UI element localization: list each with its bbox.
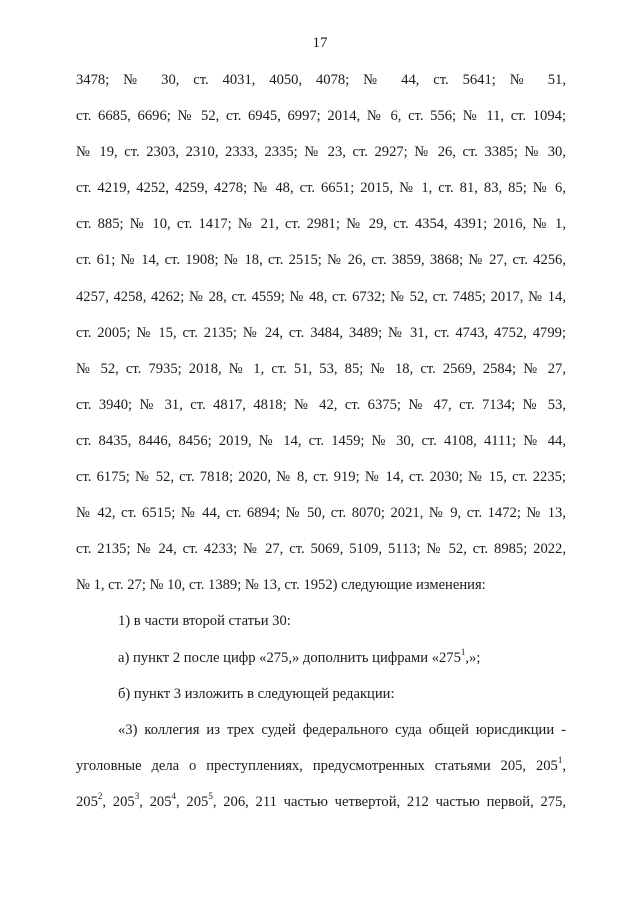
text-line: ст. 61; № 14, ст. 1908; № 18, ст. 2515; № 26, ст. 3859, 3868; № 27, ст. 4256, <box>76 252 566 269</box>
text-line-last: № 1, ст. 27; № 10, ст. 1389; № 13, ст. 1952) следующие изменения: <box>76 577 486 594</box>
item-b: б) пункт 3 изложить в следующей редакции: <box>118 685 395 702</box>
text-line: ст. 4219, 4252, 4259, 4278; № 48, ст. 6651; 2015, № 1, ст. 81, 83, 85; № 6, <box>76 180 566 197</box>
text-line: ст. 2135; № 24, ст. 4233; № 27, ст. 5069, 5109, 5113; № 52, ст. 8985; 2022, <box>76 541 566 558</box>
article-number: , 205 <box>102 793 135 810</box>
item-a-text: а) пункт 2 после цифр «275,» дополнить цифрами «275 <box>118 649 461 666</box>
superscript: 5 <box>208 791 213 802</box>
item-a <box>76 640 566 676</box>
quote-line-2 <box>76 748 566 784</box>
quote-line-3-end: , 206, 211 частью четвертой, 212 частью первой, 275, <box>212 793 567 810</box>
text-line: ст. 3940; № 31, ст. 4817, 4818; № 42, ст. 6375; № 47, ст. 7134; № 53, <box>76 396 566 413</box>
text-line: ст. 8435, 8446, 8456; 2019, № 14, ст. 1459; № 30, ст. 4108, 4111; № 44, <box>76 432 566 449</box>
superscript: 4 <box>171 791 177 802</box>
text-line: ст. 2005; № 15, ст. 2135; № 24, ст. 3484, 3489; № 31, ст. 4743, 4752, 4799; <box>76 324 566 341</box>
superscript: 1 <box>557 754 563 765</box>
text-line: № 52, ст. 7935; 2018, № 1, ст. 51, 53, 85; № 18, ст. 2569, 2584; № 27, <box>76 360 566 377</box>
text-line: 3478; № 30, ст. 4031, 4050, 4078; № 44, ст. 5641; № 51, <box>76 72 566 88</box>
article-number: 205 <box>76 793 98 810</box>
text-line: ст. 885; № 10, ст. 1417; № 21, ст. 2981; № 29, ст. 4354, 4391; 2016, № 1, <box>76 216 566 233</box>
superscript: 1 <box>460 646 466 657</box>
article-number: , 205 <box>176 793 209 810</box>
text-line: 4257, 4258, 4262; № 28, ст. 4559; № 48, ст. 6732; № 52, ст. 7485; 2017, № 14, <box>76 288 566 305</box>
text-line: № 42, ст. 6515; № 44, ст. 6894; № 50, ст. 8070; 2021, № 9, ст. 1472; № 13, <box>76 505 566 522</box>
document-body <box>76 62 566 820</box>
superscript: 2 <box>97 791 103 802</box>
item-a-text-end: ,»; <box>465 649 481 666</box>
quote-line-1: «3) коллегия из трех судей федерального суда общей юрисдикции - <box>118 721 566 738</box>
article-number: , 205 <box>139 793 172 810</box>
quote-line-3 <box>76 784 566 820</box>
item-1: 1) в части второй статьи 30: <box>118 613 291 630</box>
text-line: ст. 6175; № 52, ст. 7818; 2020, № 8, ст. 919; № 14, ст. 2030; № 15, ст. 2235; <box>76 469 566 486</box>
text-line: № 19, ст. 2303, 2310, 2333, 2335; № 23, ст. 2927; № 26, ст. 3385; № 30, <box>76 144 566 161</box>
superscript: 3 <box>134 791 140 802</box>
page-number: 17 <box>312 35 328 51</box>
text-line: ст. 6685, 6696; № 52, ст. 6945, 6997; 2014, № 6, ст. 556; № 11, ст. 1094; <box>76 108 566 125</box>
quote-line-2-end: , <box>562 757 566 774</box>
quote-line-2-text: уголовные дела о преступлениях, предусмотренных статьями 205, 205 <box>76 757 558 774</box>
